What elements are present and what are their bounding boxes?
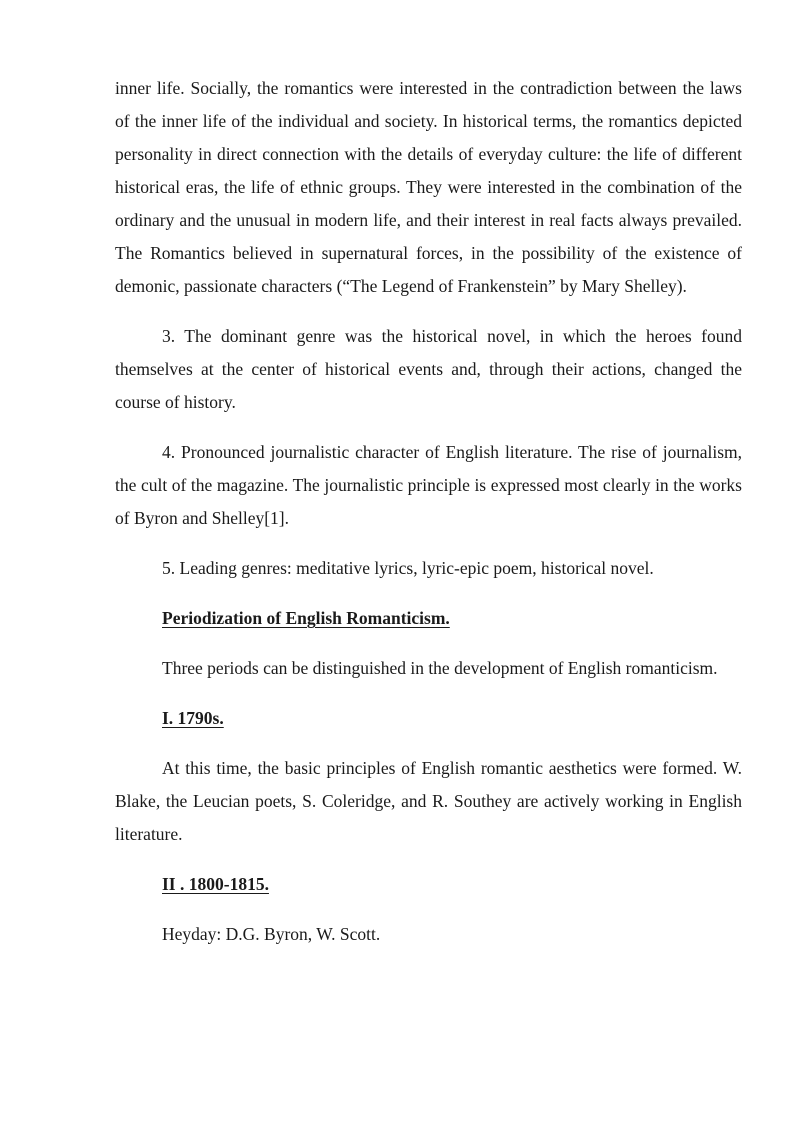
paragraph-inner-life: inner life. Socially, the romantics were interested in the contradiction between the laws of the inner life of the individual and society. In historical terms, the romantics depicted personality in direct connection with the details of everyday culture: the life of different historical eras, the life of ethnic groups. They were interested in the combination of the ordinary and the unusual in modern life, and their interest in real facts always prevailed. The Romantics believed in supernatural forces, in the possibility of the existence of demonic, passionate characters (“The Legend of Frankenstein” by Mary Shelley). <box>115 78 742 296</box>
paragraph-leading-genres: 5. Leading genres: meditative lyrics, lyric-epic poem, historical novel. <box>162 558 654 578</box>
heading-periodization: Periodization of English Romanticism. <box>162 608 450 628</box>
paragraph-period-1790s: At this time, the basic principles of English romantic aesthetics were formed. W. Blake, the Leucian poets, S. Coleridge, and R. Southey are actively working in English literature. <box>115 758 742 844</box>
paragraph-heyday: Heyday: D.G. Byron, W. Scott. <box>162 924 381 944</box>
paragraph-three-periods: Three periods can be distinguished in the development of English romanticism. <box>162 658 718 678</box>
heading-period-1800-1815: II . 1800-1815. <box>162 874 269 894</box>
paragraph-dominant-genre: 3. The dominant genre was the historical novel, in which the heroes found themselves at the center of historical events and, through their actions, changed the course of history. <box>115 326 742 412</box>
heading-period-1790s: I. 1790s. <box>162 708 224 728</box>
document-page <box>115 72 742 968</box>
paragraph-journalistic-character: 4. Pronounced journalistic character of English literature. The rise of journalism, the cult of the magazine. The journalistic principle is expressed most clearly in the works of Byron and Shelley[1]. <box>115 442 742 528</box>
